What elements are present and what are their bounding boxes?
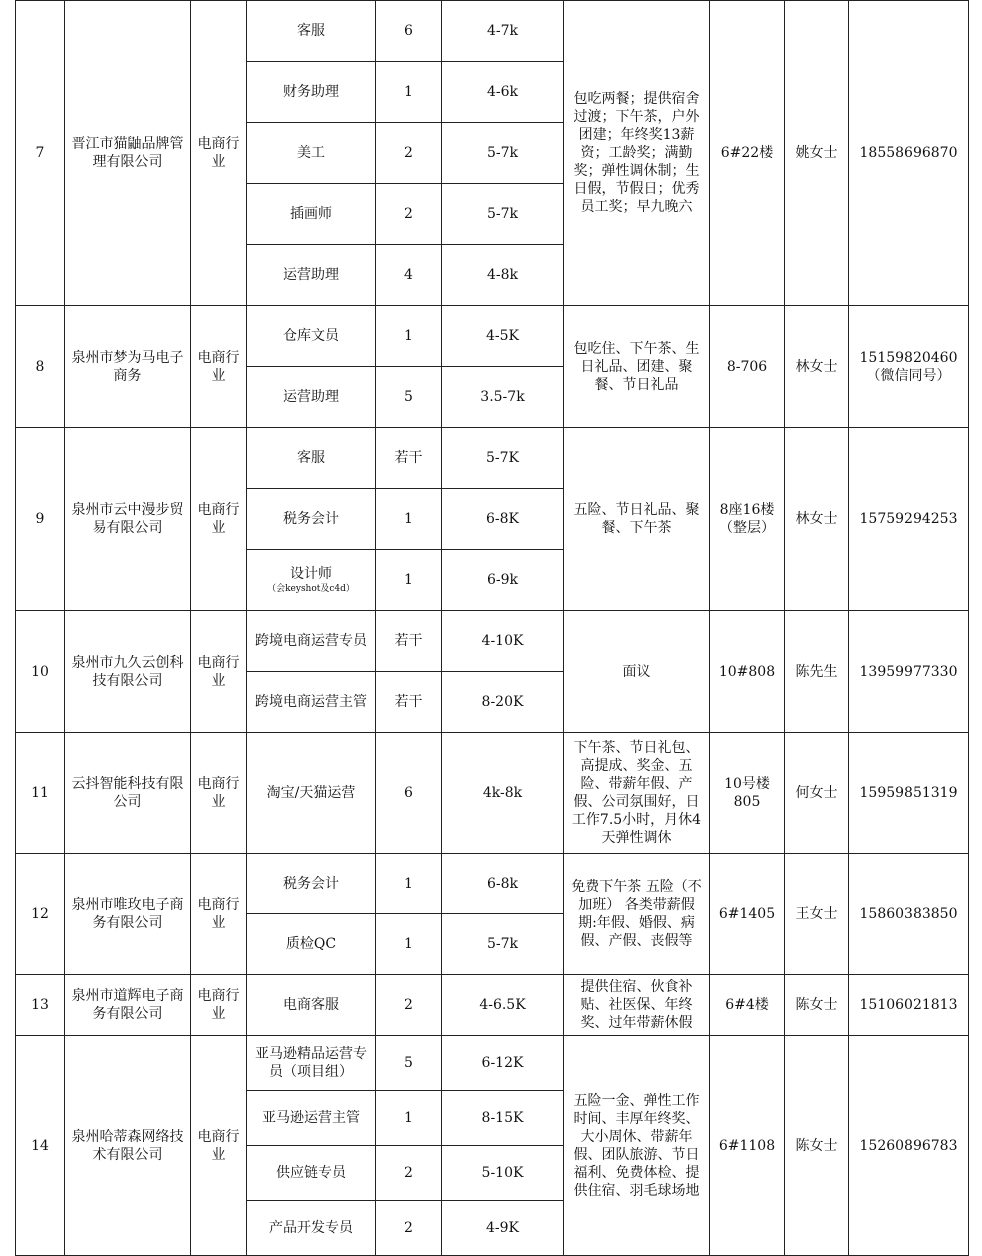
address: 6#4楼: [710, 975, 785, 1036]
address: 10#808: [710, 611, 785, 733]
company-number: 8: [16, 306, 65, 428]
phone-number: 15959851319: [849, 733, 969, 854]
job-salary: 4-7k: [442, 1, 564, 62]
company-number: 12: [16, 854, 65, 975]
job-count: 1: [376, 854, 442, 914]
company-name: 云抖智能科技有限公司: [65, 733, 191, 854]
address: 6#1108: [710, 1036, 785, 1256]
benefits: 包吃住、下午茶、生日礼品、团建、聚餐、节日礼品: [564, 306, 710, 428]
job-title: 插画师: [247, 184, 376, 245]
benefits: 提供住宿、伙食补贴、社医保、年终奖、过年带薪休假: [564, 975, 710, 1036]
job-title: 淘宝/天猫运营: [247, 733, 376, 854]
job-salary: 5-10K: [442, 1146, 564, 1201]
address: 10号楼805: [710, 733, 785, 854]
industry: 电商行业: [191, 428, 247, 611]
company-number: 11: [16, 733, 65, 854]
job-salary: 6-9k: [442, 550, 564, 611]
job-count: 2: [376, 123, 442, 184]
job-title-note: （会keyshot及c4d）: [267, 584, 355, 594]
job-title: 仓库文员: [247, 306, 376, 367]
job-title: 运营助理: [247, 367, 376, 428]
address: 6#1405: [710, 854, 785, 975]
job-salary: 5-7k: [442, 914, 564, 975]
job-title: 客服: [247, 1, 376, 62]
job-title: 质检QC: [247, 914, 376, 975]
job-title: 供应链专员: [247, 1146, 376, 1201]
job-count: 2: [376, 1146, 442, 1201]
job-title: 财务助理: [247, 62, 376, 123]
job-count: 若干: [376, 672, 442, 733]
phone-number: 15260896783: [849, 1036, 969, 1256]
contact-person: 陈先生: [785, 611, 849, 733]
job-count: 2: [376, 1201, 442, 1256]
phone-number: 13959977330: [849, 611, 969, 733]
job-count: 4: [376, 245, 442, 306]
job-title: 产品开发专员: [247, 1201, 376, 1256]
job-salary: 6-8K: [442, 489, 564, 550]
contact-person: 何女士: [785, 733, 849, 854]
contact-person: 王女士: [785, 854, 849, 975]
job-title: 电商客服: [247, 975, 376, 1036]
job-salary: 5-7k: [442, 123, 564, 184]
benefits: 五险一金、弹性工作时间、丰厚年终奖、大小周休、带薪年假、团队旅游、节日福利、免费体检、提供住宿、羽毛球场地: [564, 1036, 710, 1256]
job-title: 跨境电商运营专员: [247, 611, 376, 672]
job-salary: 4-8k: [442, 245, 564, 306]
job-count: 2: [376, 184, 442, 245]
job-salary: 8-15K: [442, 1091, 564, 1146]
job-count: 5: [376, 367, 442, 428]
benefits: 五险、节日礼品、聚餐、下午茶: [564, 428, 710, 611]
company-number: 7: [16, 1, 65, 306]
table-row: [16, 1, 969, 62]
job-salary: 5-7k: [442, 184, 564, 245]
industry: 电商行业: [191, 306, 247, 428]
table-row: [16, 1036, 969, 1091]
company-name: 泉州市云中漫步贸易有限公司: [65, 428, 191, 611]
job-count: 1: [376, 306, 442, 367]
job-salary: 8-20K: [442, 672, 564, 733]
phone-number: 15159820460（微信同号）: [849, 306, 969, 428]
contact-person: 姚女士: [785, 1, 849, 306]
industry: 电商行业: [191, 1036, 247, 1256]
job-title: 税务会计: [247, 854, 376, 914]
address: 6#22楼: [710, 1, 785, 306]
job-count: 1: [376, 489, 442, 550]
industry: 电商行业: [191, 611, 247, 733]
table-row: [16, 611, 969, 672]
company-number: 10: [16, 611, 65, 733]
job-title: 亚马逊精品运营专员（项目组）: [247, 1036, 376, 1091]
job-listing-table: [15, 0, 969, 1256]
job-count: 1: [376, 62, 442, 123]
company-number: 9: [16, 428, 65, 611]
phone-number: 15759294253: [849, 428, 969, 611]
job-title: 跨境电商运营主管: [247, 672, 376, 733]
company-name: 泉州市道辉电子商务有限公司: [65, 975, 191, 1036]
job-salary: 4k-8k: [442, 733, 564, 854]
address: 8-706: [710, 306, 785, 428]
job-salary: 4-6.5K: [442, 975, 564, 1036]
benefits: 面议: [564, 611, 710, 733]
job-count: 若干: [376, 611, 442, 672]
job-salary: 5-7K: [442, 428, 564, 489]
phone-number: 18558696870: [849, 1, 969, 306]
job-salary: 4-6k: [442, 62, 564, 123]
contact-person: 陈女士: [785, 1036, 849, 1256]
benefits: 免费下午茶 五险（不加班） 各类带薪假期:年假、婚假、病假、产假、丧假等: [564, 854, 710, 975]
job-title-cell: [247, 550, 376, 611]
company-name: 泉州市梦为马电子商务: [65, 306, 191, 428]
industry: 电商行业: [191, 975, 247, 1036]
job-salary: 3.5-7k: [442, 367, 564, 428]
job-salary: 4-9K: [442, 1201, 564, 1256]
job-salary: 6-12K: [442, 1036, 564, 1091]
job-count: 1: [376, 550, 442, 611]
company-name: 晋江市猫鼬品牌管理有限公司: [65, 1, 191, 306]
address: 8座16楼（整层）: [710, 428, 785, 611]
job-count: 5: [376, 1036, 442, 1091]
industry: 电商行业: [191, 854, 247, 975]
company-number: 13: [16, 975, 65, 1036]
company-number: 14: [16, 1036, 65, 1256]
job-count: 1: [376, 1091, 442, 1146]
job-count: 若干: [376, 428, 442, 489]
industry: 电商行业: [191, 733, 247, 854]
contact-person: 林女士: [785, 428, 849, 611]
benefits: 包吃两餐；提供宿舍过渡；下午茶，户外团建；年终奖13薪资；工龄奖；满勤奖；弹性调休制；生日假，节假日；优秀员工奖；早九晚六: [564, 1, 710, 306]
job-salary: 6-8k: [442, 854, 564, 914]
job-title: 亚马逊运营主管: [247, 1091, 376, 1146]
job-count: 6: [376, 1, 442, 62]
table-row: [16, 733, 969, 854]
company-name: 泉州市九久云创科技有限公司: [65, 611, 191, 733]
job-title: 设计师: [290, 566, 332, 582]
job-count: 1: [376, 914, 442, 975]
table-row: [16, 975, 969, 1036]
job-count: 2: [376, 975, 442, 1036]
company-name: 泉州市唯玫电子商务有限公司: [65, 854, 191, 975]
job-salary: 4-10K: [442, 611, 564, 672]
job-title: 税务会计: [247, 489, 376, 550]
phone-number: 15106021813: [849, 975, 969, 1036]
contact-person: 陈女士: [785, 975, 849, 1036]
job-title: 运营助理: [247, 245, 376, 306]
table-row: [16, 306, 969, 367]
job-title: 客服: [247, 428, 376, 489]
contact-person: 林女士: [785, 306, 849, 428]
table-row: [16, 428, 969, 489]
benefits: 下午茶、节日礼包、高提成、奖金、五险、带薪年假、产假、公司氛围好，日工作7.5小时，月休4天弹性调休: [564, 733, 710, 854]
table-row: [16, 854, 969, 914]
phone-number: 15860383850: [849, 854, 969, 975]
job-count: 6: [376, 733, 442, 854]
job-salary: 4-5K: [442, 306, 564, 367]
job-title: 美工: [247, 123, 376, 184]
company-name: 泉州哈蒂森网络技术有限公司: [65, 1036, 191, 1256]
industry: 电商行业: [191, 1, 247, 306]
